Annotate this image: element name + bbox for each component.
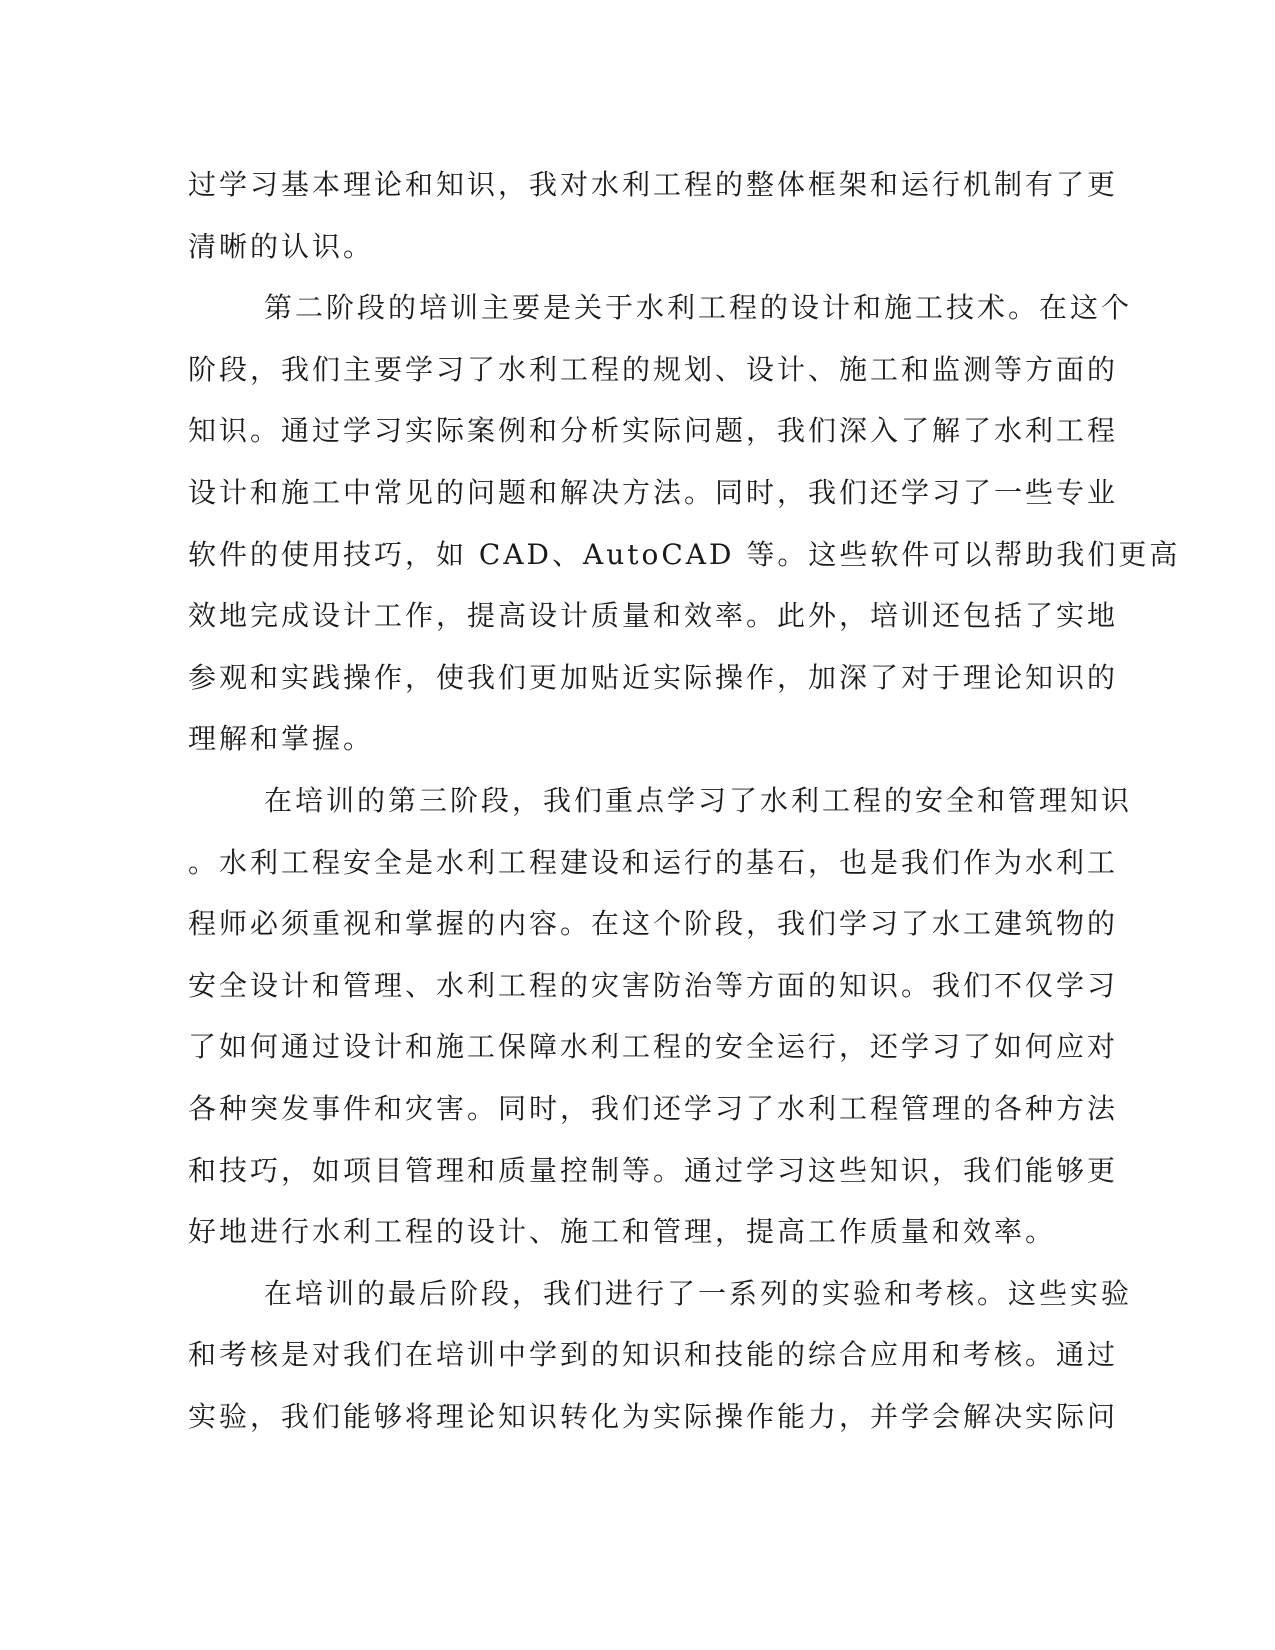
text-line: 各种突发事件和灾害。同时，我们还学习了水利工程管理的各种方法	[188, 1091, 1119, 1125]
text-line: 好地进行水利工程的设计、施工和管理，提高工作质量和效率。	[188, 1215, 1057, 1249]
text-line: 程师必须重视和掌握的内容。在这个阶段，我们学习了水工建筑物的	[188, 907, 1119, 941]
paragraph-start-line: 在培训的第三阶段，我们重点学习了水利工程的安全和管理知识	[264, 783, 1133, 817]
text-line: 理解和掌握。	[188, 722, 375, 756]
paragraph-start-line: 第二阶段的培训主要是关于水利工程的设计和施工技术。在这个	[264, 291, 1133, 325]
text-line: 知识。通过学习实际案例和分析实际问题，我们深入了解了水利工程	[188, 414, 1119, 448]
text-line: 和考核是对我们在培训中学到的知识和技能的综合应用和考核。通过	[188, 1338, 1119, 1372]
text-line: 。水利工程安全是水利工程建设和运行的基石，也是我们作为水利工	[188, 845, 1119, 879]
document-body	[188, 154, 1181, 1447]
paragraph-start-line: 在培训的最后阶段，我们进行了一系列的实验和考核。这些实验	[264, 1276, 1133, 1310]
text-line: 安全设计和管理、水利工程的灾害防治等方面的知识。我们不仅学习	[188, 968, 1119, 1002]
text-line: 参观和实践操作，使我们更加贴近实际操作，加深了对于理论知识的	[188, 660, 1119, 694]
text-line: 设计和施工中常见的问题和解决方法。同时，我们还学习了一些专业	[188, 475, 1119, 509]
text-line: 清晰的认识。	[188, 229, 375, 263]
text-line: 和技巧，如项目管理和质量控制等。通过学习这些知识，我们能够更	[188, 1153, 1119, 1187]
text-line: 了如何通过设计和施工保障水利工程的安全运行，还学习了如何应对	[188, 1030, 1119, 1064]
text-line: 过学习基本理论和知识，我对水利工程的整体框架和运行机制有了更	[188, 168, 1119, 201]
text-line: 实验，我们能够将理论知识转化为实际操作能力，并学会解决实际问	[188, 1399, 1119, 1433]
text-line: 阶段，我们主要学习了水利工程的规划、设计、施工和监测等方面的	[188, 352, 1119, 386]
text-line: 软件的使用技巧，如 CAD、AutoCAD 等。这些软件可以帮助我们更高	[188, 537, 1181, 571]
text-line: 效地完成设计工作，提高设计质量和效率。此外，培训还包括了实地	[188, 599, 1119, 633]
